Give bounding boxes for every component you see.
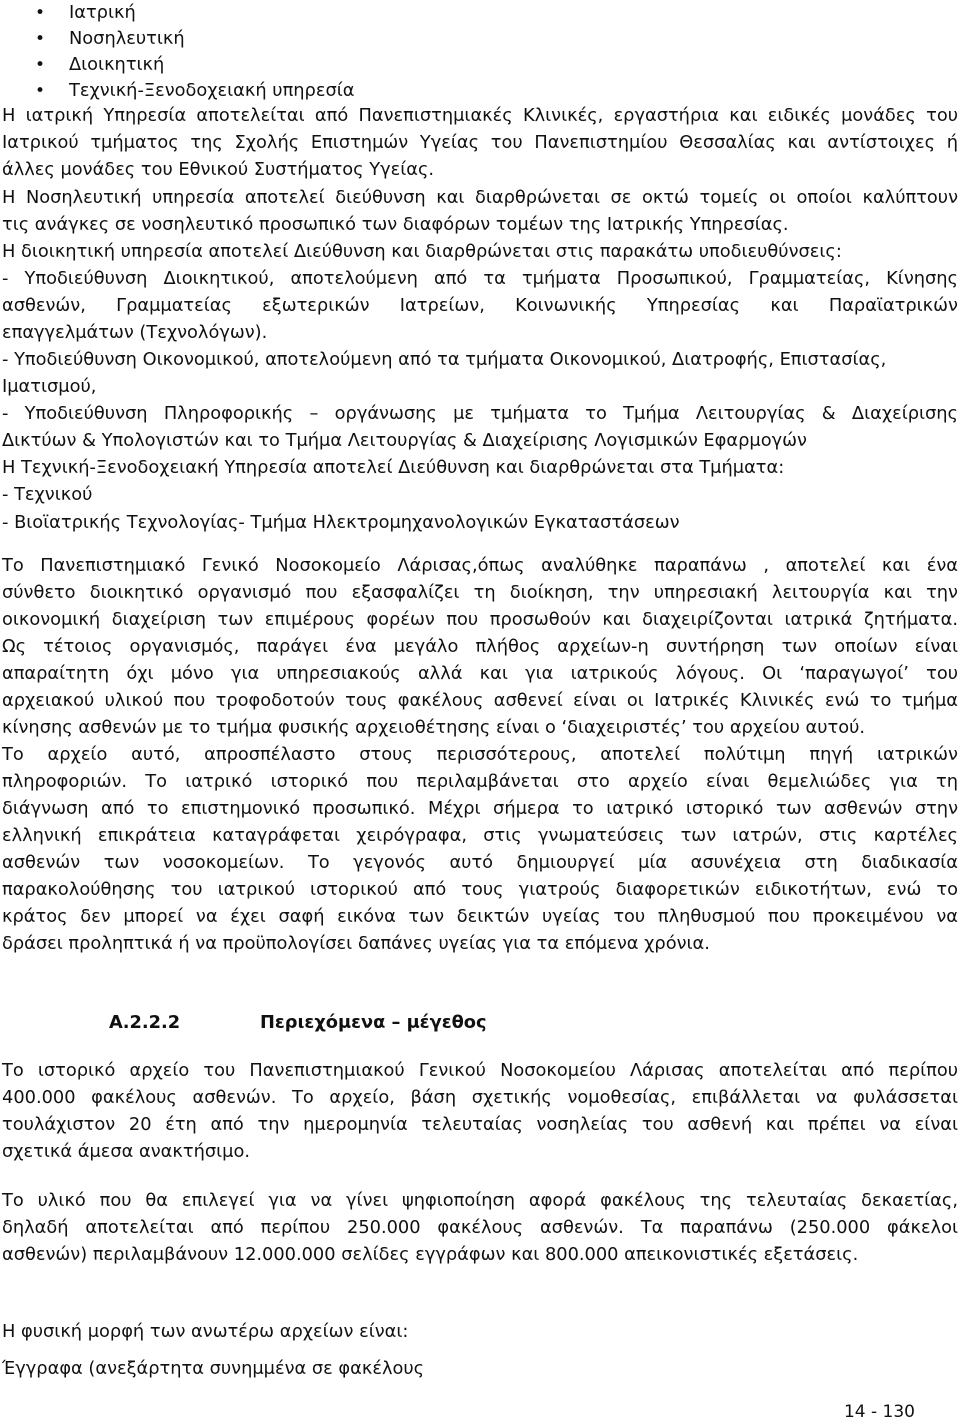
text-line: Ιματισμού, (2, 376, 97, 397)
text-line: δηλαδή αποτελείται από περίπου 250.000 φακέλους ασθενών. Τα παραπάνω (250.000 φάκελοι (2, 1217, 958, 1238)
text-line: Το Πανεπιστημιακό Γενικό Νοσοκομείο Λάρισας,όπως αναλύθηκε παραπάνω , αποτελεί και ένα (2, 555, 958, 576)
text-line: ελληνική επικράτεια καταγράφεται χειρόγραφα, στις γνωματεύσεις των ιατρών, στις καρτέλες (2, 825, 958, 846)
text-line: ασθενών) περιλαμβάνουν 12.000.000 σελίδες εγγράφων και 800.000 απεικονιστικές εξετάσεις. (2, 1244, 859, 1265)
text-line: Έγγραφα (ανεξάρτητα συνημμένα σε φακέλους (2, 1358, 425, 1379)
text-line: - Βιοϊατρικής Τεχνολογίας- Τμήμα Ηλεκτρομηχανολογικών Εγκαταστάσεων (2, 512, 680, 533)
list-item: • Τεχνική-Ξενοδοχειακή υπηρεσία (35, 78, 935, 104)
text-line: 400.000 φακέλους ασθενών. Το αρχείο, βάση σχετικής νομοθεσίας, επιβάλλεται να φυλάσσεται (2, 1087, 958, 1108)
text-line: ασθενών των νοσοκομείων. Το γεγονός αυτό δημιουργεί μία ασυνέχεια στη διαδικασία (2, 852, 958, 873)
bullet-list (35, 0, 935, 104)
list-item: • Ιατρική (35, 0, 935, 26)
text-line: διάγνωση από το επιστημονικό προσωπικό. Μέχρι σήμερα το ιατρικό ιστορικό των ασθενών στην (2, 798, 958, 819)
text-line: Το υλικό που θα επιλεγεί για να γίνει ψηφιοποίηση αφορά φακέλους της τελευταίας δεκαετίας, (2, 1190, 958, 1211)
text-line: αρχειακού υλικού που τροφοδοτούν τους φακέλους ασθενεί είναι οι Ιατρικές Κλινικές ενώ το τμήμα (2, 690, 958, 711)
text-line: Το αρχείο αυτό, απροσπέλαστο στους περισσότερους, αποτελεί πολύτιμη πηγή ιατρικών (2, 744, 958, 765)
text-line: ασθενών, Γραμματείας εξωτερικών Ιατρείων, Κοινωνικής Υπηρεσίας και Παραϊατρικών (2, 295, 958, 316)
text-line: οικονομική διαχείριση των επιμέρους φορέων που προσωθούν και διαχειρίζονται ιατρικά ζητήματα. (2, 609, 958, 630)
text-line: - Υποδιεύθυνση Οικονομικού, αποτελούμενη από τα τμήματα Οικονομικού, Διατροφής, Επιστασίας, (2, 349, 887, 370)
section-number: Α.2.2.2 (109, 1012, 181, 1033)
text-line: - Υποδιεύθυνση Πληροφορικής – οργάνωσης με τμήματα το Τμήμα Λειτουργίας & Διαχείρισης (2, 403, 958, 424)
text-line: Η ιατρική Υπηρεσία αποτελείται από Πανεπιστημιακές Κλινικές, εργαστήρια και ειδικές μονάδες του (2, 105, 958, 126)
list-item: • Διοικητική (35, 52, 935, 78)
text-line: Δικτύων & Υπολογιστών και το Τμήμα Λειτουργίας & Διαχείρισης Λογισμικών Εφαρμογών (2, 430, 807, 451)
text-line: κίνησης ασθενών με το τμήμα φυσικής αρχειοθέτησης είναι ο ‘διαχειριστές’ του αρχείου αυτού. (2, 717, 866, 738)
text-line: Η διοικητική υπηρεσία αποτελεί Διεύθυνση και διαρθρώνεται στις παρακάτω υποδιευθύνσεις: (2, 241, 842, 262)
text-line: - Τεχνικού (2, 484, 93, 505)
text-line: απαραίτητη όχι μόνο για υπηρεσιακούς αλλά και για ιατρικούς λόγους. Οι ‘παραγωγοί’ του (2, 663, 958, 684)
text-line: σύνθετο διοικητικό οργανισμό που εξασφαλίζει τη διοίκηση, την υπηρεσιακή λειτουργία και την (2, 582, 958, 603)
text-line: σχετικά άμεσα ανακτήσιμο. (2, 1141, 250, 1162)
page-number: 14 - 130 (843, 1402, 915, 1422)
text-line: - Υποδιεύθυνση Διοικητικού, αποτελούμενη από τα τμήματα Προσωπικού, Γραμματείας, Κίνησης (2, 268, 958, 289)
text-line: τις ανάγκες σε νοσηλευτικό προσωπικό των διαφόρων τομέων της Ιατρικής Υπηρεσίας. (2, 214, 789, 235)
text-line: Η Τεχνική-Ξενοδοχειακή Υπηρεσία αποτελεί Διεύθυνση και διαρθρώνεται στα Τμήματα: (2, 457, 785, 478)
text-line: Το ιστορικό αρχείο του Πανεπιστημιακού Γενικού Νοσοκομείου Λάρισας αποτελείται από περίπου (2, 1060, 958, 1081)
text-line: Η φυσική μορφή των ανωτέρω αρχείων είναι: (2, 1321, 409, 1342)
text-line: Ιατρικού τμήματος της Σχολής Επιστημών Υγείας του Πανεπιστημίου Θεσσαλίας και αντίστοιχες ή (2, 132, 958, 153)
text-line: άλλες μονάδες του Εθνικού Συστήματος Υγείας. (2, 159, 435, 180)
list-item: • Νοσηλευτική (35, 26, 935, 52)
text-line: δράσει προληπτικά ή να προϋπολογίσει δαπάνες υγείας για τα επόμενα χρόνια. (2, 933, 710, 954)
text-line: κράτος δεν μπορεί να έχει σαφή εικόνα των δεικτών υγείας του πληθυσμού που προκειμένου να (2, 906, 958, 927)
text-line: Ως τέτοιος οργανισμός, παράγει ένα μεγάλο πλήθος αρχείων-η συντήρηση των οποίων είναι (2, 636, 958, 657)
text-line: Η Νοσηλευτική υπηρεσία αποτελεί διεύθυνση και διαρθρώνεται σε οκτώ τομείς οι οποίοι καλύπτουν (2, 187, 958, 208)
text-line: τουλάχιστον 20 έτη από την ημερομηνία τελευταίας νοσηλείας του ασθενή και πρέπει να είναι (2, 1114, 958, 1135)
text-line: πληροφοριών. Το ιατρικό ιστορικό που περιλαμβάνεται στο αρχείο είναι θεμελιώδες για τη (2, 771, 958, 792)
text-line: παρακολούθησης του ιατρικού ιστορικού από τους γιατρούς διαφορετικών ειδικοτήτων, ενώ το (2, 879, 958, 900)
text-line: επαγγελμάτων (Τεχνολόγων). (2, 322, 268, 343)
section-title: Περιεχόμενα – μέγεθος (260, 1012, 487, 1033)
